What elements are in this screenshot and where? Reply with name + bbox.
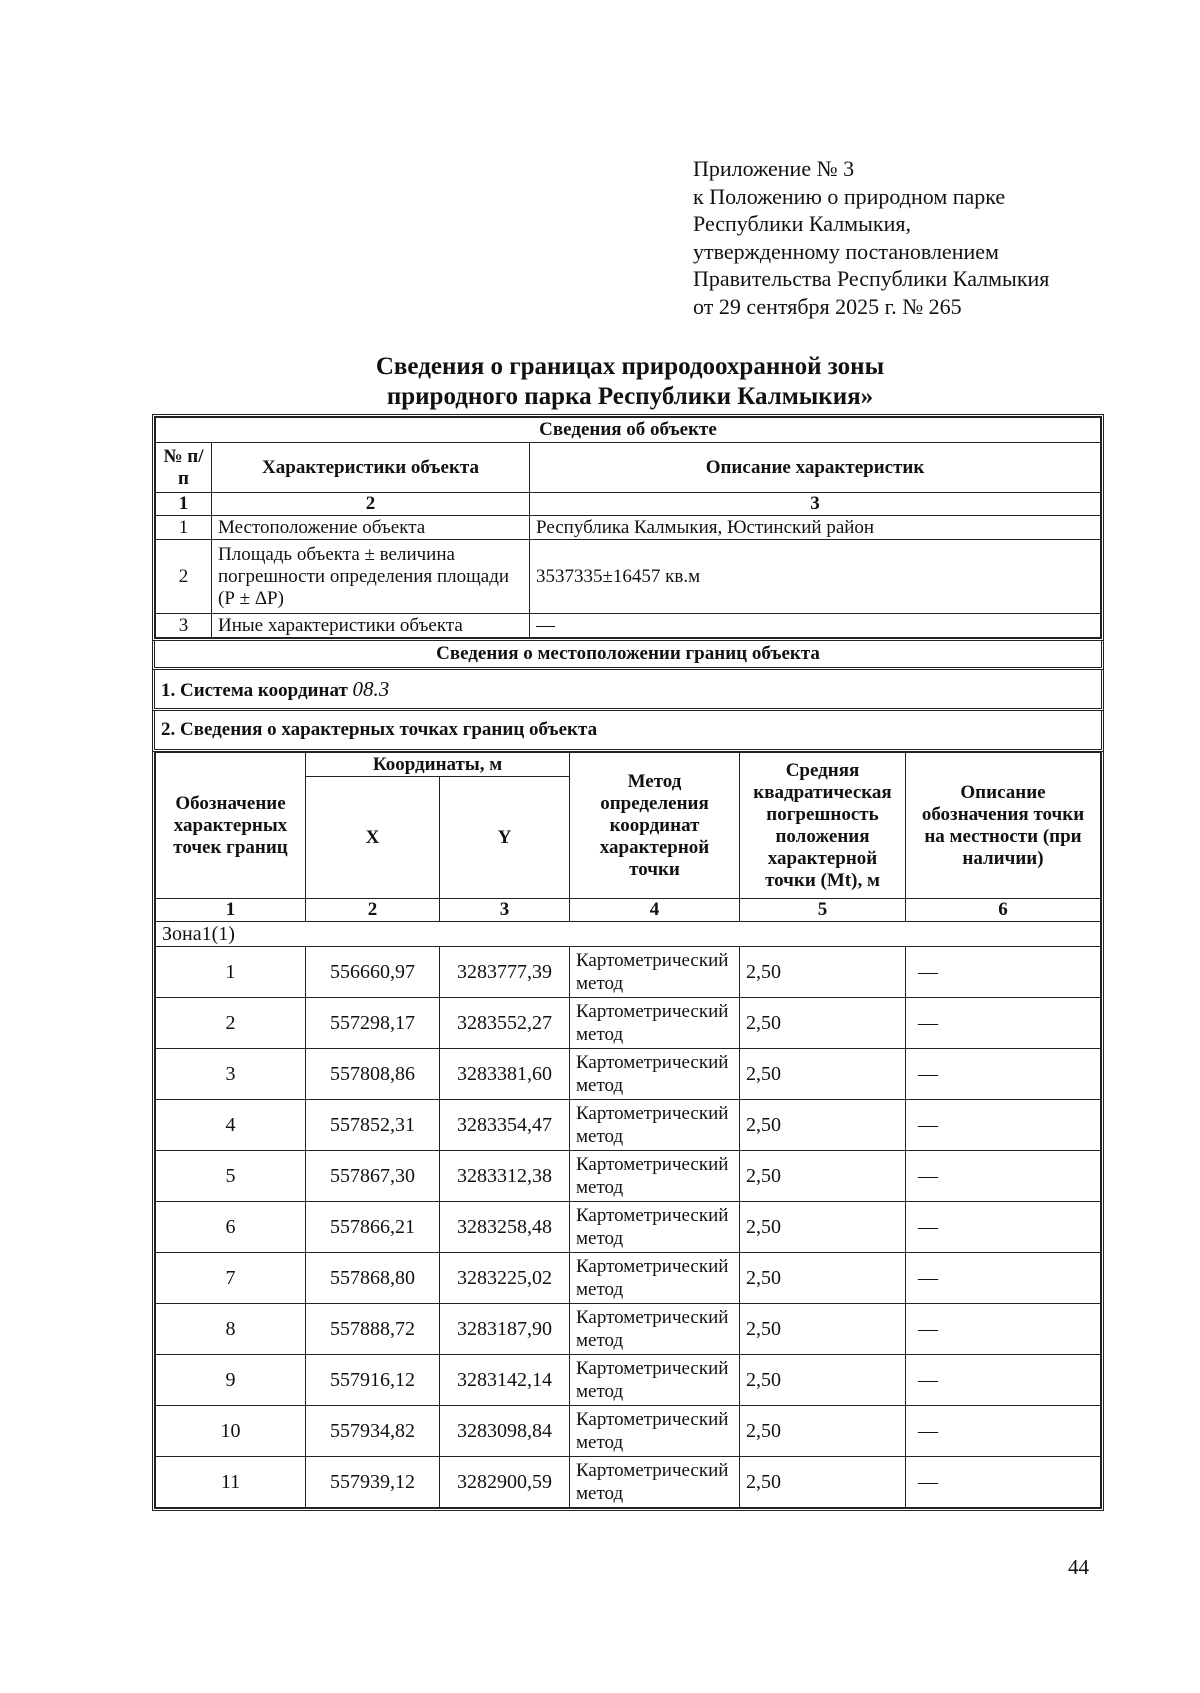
- point-y: 3283258,48: [440, 1202, 570, 1253]
- point-row: [156, 998, 1101, 1049]
- point-method: Картометрический метод: [570, 1253, 740, 1304]
- point-row: [156, 1355, 1101, 1406]
- col-number: 3: [530, 493, 1101, 516]
- point-id: 10: [156, 1406, 306, 1457]
- point-description: —: [906, 998, 1101, 1049]
- point-error: 2,50: [740, 1355, 906, 1406]
- header-method: Метод определения координат характерной точки: [570, 753, 740, 899]
- col-number: 6: [906, 899, 1101, 922]
- header-description: Описание характеристик: [530, 443, 1101, 493]
- point-method: Картометрический метод: [570, 1457, 740, 1508]
- point-error: 2,50: [740, 947, 906, 998]
- point-method: Картометрический метод: [570, 1100, 740, 1151]
- points-section: [152, 752, 1104, 1511]
- point-row: [156, 1049, 1101, 1100]
- page-number: 44: [1068, 1555, 1089, 1579]
- point-id: 4: [156, 1100, 306, 1151]
- points-body-table: [155, 946, 1101, 1508]
- row-characteristic: Местоположение объекта: [212, 516, 530, 540]
- title-line-1: Сведения о границах природоохранной зоны: [375, 353, 885, 380]
- point-error: 2,50: [740, 1049, 906, 1100]
- point-description: —: [906, 1406, 1101, 1457]
- point-id: 2: [156, 998, 306, 1049]
- point-description: —: [906, 1151, 1101, 1202]
- point-id: 8: [156, 1304, 306, 1355]
- point-method: Картометрический метод: [570, 1406, 740, 1457]
- point-description: —: [906, 1457, 1101, 1508]
- point-row: [156, 1304, 1101, 1355]
- point-row: [156, 1151, 1101, 1202]
- point-y: 3283381,60: [440, 1049, 570, 1100]
- point-row: [156, 1457, 1101, 1508]
- point-id: 6: [156, 1202, 306, 1253]
- point-row: [156, 1406, 1101, 1457]
- point-error: 2,50: [740, 1151, 906, 1202]
- point-x: 557866,21: [306, 1202, 440, 1253]
- appendix-line: к Положению о природном парке: [693, 183, 1006, 209]
- row-num: 2: [156, 540, 212, 614]
- point-x: 557868,80: [306, 1253, 440, 1304]
- row-num: 3: [156, 614, 212, 638]
- boundary-sheet: [152, 414, 1104, 1511]
- point-description: —: [906, 1355, 1101, 1406]
- point-error: 2,50: [740, 1202, 906, 1253]
- coord-system-value: 08.3: [352, 677, 390, 701]
- header-error: Средняя квадратическая погрешность положения характерной точки (Mt), м: [740, 753, 906, 899]
- point-y: 3283354,47: [440, 1100, 570, 1151]
- object-info-title: Сведения об объекте: [156, 418, 1101, 443]
- point-id: 1: [156, 947, 306, 998]
- appendix-line: от 29 сентября 2025 г. № 265: [693, 293, 962, 319]
- appendix-line: Приложение № 3: [693, 156, 855, 181]
- point-description: —: [906, 1202, 1101, 1253]
- point-id: 3: [156, 1049, 306, 1100]
- location-section-title: Сведения о местоположении границ объекта: [152, 641, 1104, 670]
- row-description: Республика Калмыкия, Юстинский район: [530, 516, 1101, 540]
- point-error: 2,50: [740, 1304, 906, 1355]
- row-num: 1: [156, 516, 212, 540]
- header-y: Y: [440, 777, 570, 899]
- point-x: 557888,72: [306, 1304, 440, 1355]
- header-designation: Обозначение характерных точек границ: [156, 753, 306, 899]
- point-row: [156, 1253, 1101, 1304]
- header-num: № п/п: [156, 443, 212, 493]
- point-x: 557939,12: [306, 1457, 440, 1508]
- point-y: 3283098,84: [440, 1406, 570, 1457]
- point-y: 3283142,14: [440, 1355, 570, 1406]
- coord-system-row: [152, 670, 1104, 711]
- appendix-line: утвержденному постановлением: [693, 238, 999, 264]
- point-x: 556660,97: [306, 947, 440, 998]
- points-table: [155, 752, 1101, 946]
- point-y: 3283777,39: [440, 947, 570, 998]
- point-method: Картометрический метод: [570, 1202, 740, 1253]
- row-characteristic: Иные характеристики объекта: [212, 614, 530, 638]
- header-characteristics: Характеристики объекта: [212, 443, 530, 493]
- point-id: 11: [156, 1457, 306, 1508]
- point-id: 9: [156, 1355, 306, 1406]
- point-description: —: [906, 1049, 1101, 1100]
- point-x: 557934,82: [306, 1406, 440, 1457]
- point-x: 557808,86: [306, 1049, 440, 1100]
- point-description: —: [906, 1100, 1101, 1151]
- points-section-title: 2. Сведения о характерных точках границ объекта: [152, 711, 1104, 752]
- point-x: 557867,30: [306, 1151, 440, 1202]
- point-description: —: [906, 1253, 1101, 1304]
- col-number: 1: [156, 493, 212, 516]
- header-point-description: Описание обозначения точки на местности (при наличии): [906, 753, 1101, 899]
- col-number: 5: [740, 899, 906, 922]
- zone-label: Зона1(1): [156, 922, 1101, 947]
- point-method: Картометрический метод: [570, 1151, 740, 1202]
- col-number: 2: [212, 493, 530, 516]
- point-y: 3283225,02: [440, 1253, 570, 1304]
- header-x: X: [306, 777, 440, 899]
- col-number: 2: [306, 899, 440, 922]
- point-x: 557298,17: [306, 998, 440, 1049]
- col-number: 1: [156, 899, 306, 922]
- row-description: —: [530, 614, 1101, 638]
- point-method: Картометрический метод: [570, 1355, 740, 1406]
- point-y: 3282900,59: [440, 1457, 570, 1508]
- point-method: Картометрический метод: [570, 1049, 740, 1100]
- point-row: [156, 1100, 1101, 1151]
- point-error: 2,50: [740, 1457, 906, 1508]
- col-number: 3: [440, 899, 570, 922]
- point-y: 3283187,90: [440, 1304, 570, 1355]
- point-y: 3283552,27: [440, 998, 570, 1049]
- header-coordinates: Координаты, м: [306, 753, 570, 777]
- title-line-2: природного парка Республики Калмыкия»: [386, 383, 874, 410]
- point-row: [156, 947, 1101, 998]
- point-description: —: [906, 947, 1101, 998]
- object-info-section: [152, 414, 1104, 641]
- col-number: 4: [570, 899, 740, 922]
- point-y: 3283312,38: [440, 1151, 570, 1202]
- point-description: —: [906, 1304, 1101, 1355]
- point-error: 2,50: [740, 1100, 906, 1151]
- point-x: 557916,12: [306, 1355, 440, 1406]
- document-title: [150, 352, 1110, 412]
- object-info-table: [155, 417, 1101, 638]
- point-method: Картометрический метод: [570, 947, 740, 998]
- row-characteristic: Площадь объекта ± величина погрешности определения площади (Р ± ΔР): [212, 540, 530, 614]
- point-method: Картометрический метод: [570, 1304, 740, 1355]
- point-x: 557852,31: [306, 1100, 440, 1151]
- appendix-line: Республики Калмыкия,: [693, 211, 911, 236]
- coord-system-label: 1. Система координат: [161, 680, 348, 701]
- point-error: 2,50: [740, 998, 906, 1049]
- appendix-header: [693, 155, 1049, 320]
- point-id: 7: [156, 1253, 306, 1304]
- row-description: 3537335±16457 кв.м: [530, 540, 1101, 614]
- point-row: [156, 1202, 1101, 1253]
- point-id: 5: [156, 1151, 306, 1202]
- point-error: 2,50: [740, 1253, 906, 1304]
- point-method: Картометрический метод: [570, 998, 740, 1049]
- appendix-line: Правительства Республики Калмыкия: [693, 266, 1050, 291]
- point-error: 2,50: [740, 1406, 906, 1457]
